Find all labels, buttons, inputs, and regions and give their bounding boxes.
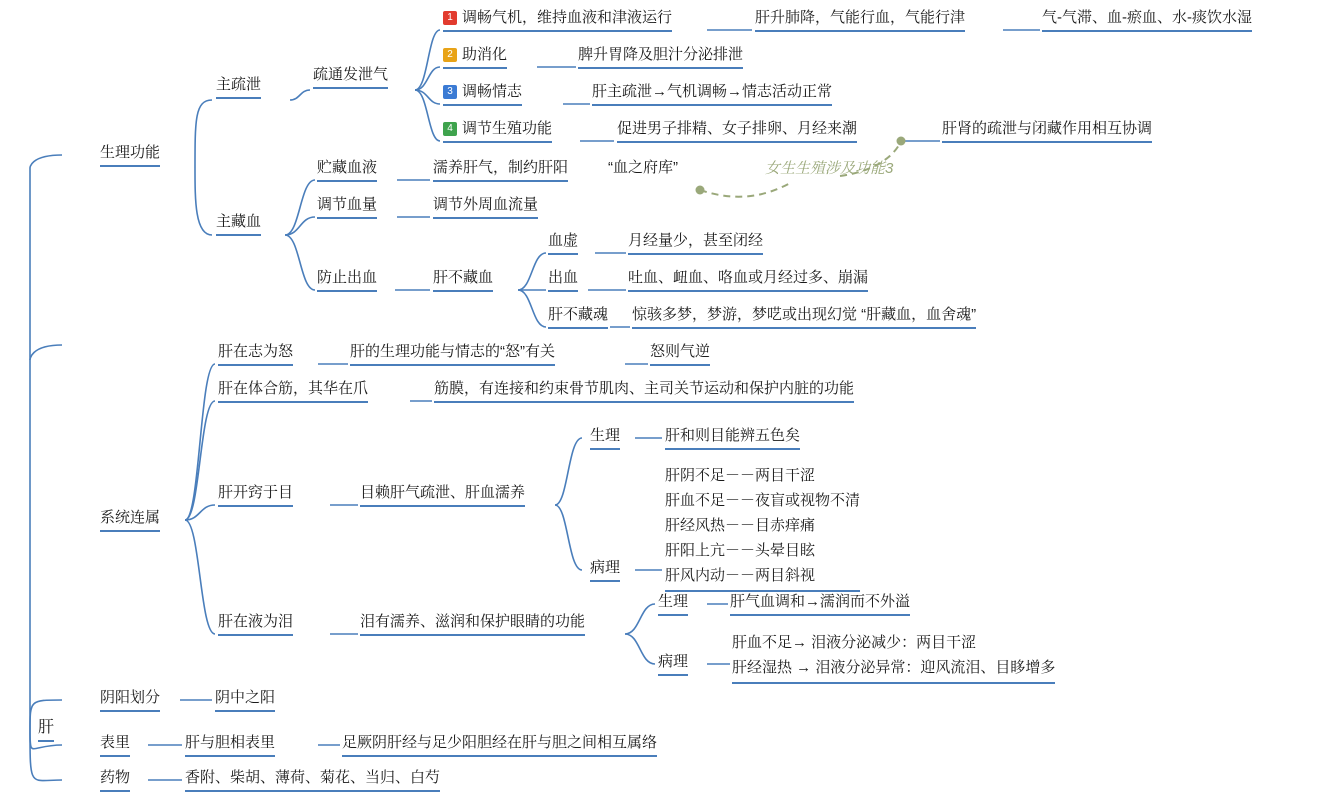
node-regulate-blood-volume-detail[interactable]: [433, 195, 538, 219]
badge-4-icon: 4: [443, 122, 457, 136]
label: 生理功能: [100, 144, 161, 161]
label: 生理: [590, 427, 621, 444]
node-medicine-list[interactable]: [185, 768, 440, 792]
node-orifice-eye-detail[interactable]: [360, 483, 525, 507]
node-tears-physiology-detail[interactable]: [730, 592, 910, 616]
label: 系统连属: [100, 509, 161, 526]
node-liver-not-storing-soul-detail[interactable]: [632, 305, 976, 329]
label: 调节外周血流量: [433, 196, 539, 213]
node-function-1b[interactable]: [755, 8, 965, 32]
node-liver-gallbladder-detail[interactable]: [342, 733, 657, 757]
label: 肝在液为泪: [218, 613, 294, 630]
node-bleeding[interactable]: [548, 268, 578, 292]
eye-pathology-line: 肝阴不足－－两目干涩: [665, 467, 816, 484]
label: 肝开窍于目: [218, 484, 294, 501]
label: 助消化: [462, 46, 508, 63]
label: 吐血、衄血、咯血或月经过多、崩漏: [628, 269, 869, 286]
node-body-tendon-detail[interactable]: [434, 379, 854, 403]
label: 泪有濡养、滋润和保护眼睛的功能: [360, 613, 586, 630]
node-function-4c[interactable]: [942, 119, 1152, 143]
node-yin-yang-division[interactable]: [100, 688, 160, 712]
label: 肝在志为怒: [218, 343, 294, 360]
node-store-blood[interactable]: [317, 158, 377, 182]
label: 肝在体合筋，其华在爪: [218, 380, 369, 397]
note-female-reproduction: [765, 157, 893, 178]
node-blood-deficiency-detail[interactable]: [628, 231, 763, 255]
label: 贮藏血液: [317, 159, 378, 176]
node-yin-within-yang[interactable]: [215, 688, 275, 712]
node-store-blood-detail[interactable]: [433, 158, 568, 182]
eye-pathology-line: 肝风内动－－两目斜视: [665, 567, 816, 584]
node-function-2[interactable]: [443, 45, 507, 69]
label: 惊骇多梦，梦游，梦呓或出现幻觉 “肝藏血，血舍魂”: [632, 306, 977, 323]
label: 肝气血调和→濡润而不外溢: [730, 593, 911, 610]
label: 脾升胃降及胆汁分泌排泄: [578, 46, 744, 63]
node-emotion-anger[interactable]: [218, 342, 293, 366]
tears-pathology-line: 肝经湿热 → 泪液分泌异常：迎风流泪、目眵增多: [732, 659, 1056, 676]
node-tears-physiology-label[interactable]: [658, 592, 688, 616]
label: 防止出血: [317, 269, 378, 286]
label: 香附、柴胡、薄荷、菊花、当归、白芍: [185, 769, 441, 786]
node-main-disperse[interactable]: [216, 75, 261, 99]
node-emotion-anger-detail[interactable]: [350, 342, 555, 366]
label: 怒则气逆: [650, 343, 711, 360]
node-fluid-tears[interactable]: [218, 612, 293, 636]
node-blood-storehouse[interactable]: [608, 158, 678, 180]
node-tears-pathology-label[interactable]: [658, 652, 688, 676]
label: 肝肾的疏泄与闭藏作用相互协调: [942, 120, 1153, 137]
node-blood-deficiency[interactable]: [548, 231, 578, 255]
node-function-3[interactable]: [443, 82, 522, 106]
node-function-1[interactable]: [443, 8, 672, 32]
label: 足厥阴肝经与足少阳胆经在肝与胆之间相互属络: [342, 734, 658, 751]
label: 筋膜，有连接和约束骨节肌肉、主司关节运动和保护内脏的功能: [434, 380, 855, 397]
tears-pathology-line: 肝血不足→ 泪液分泌减少：两目干涩: [732, 634, 977, 651]
label: 病理: [658, 653, 689, 670]
node-orifice-eye[interactable]: [218, 483, 293, 507]
label: 肝不藏魂: [548, 306, 609, 323]
node-liver-gallbladder[interactable]: [185, 733, 275, 757]
label: 肝不藏血: [433, 269, 494, 286]
label: “血之府库”: [608, 159, 678, 176]
node-function-3b[interactable]: [592, 82, 832, 106]
label: 病理: [590, 559, 621, 576]
node-tears-pathology-detail[interactable]: [732, 630, 1055, 684]
label: 调节血量: [317, 196, 378, 213]
label: 出血: [548, 269, 579, 286]
node-exterior-interior[interactable]: [100, 733, 130, 757]
node-eye-physiology-label[interactable]: [590, 426, 620, 450]
node-root-label: 肝: [38, 719, 55, 736]
label: 肝升肺降，气能行血，气能行津: [755, 9, 966, 26]
node-body-tendon[interactable]: [218, 379, 368, 403]
label: 药物: [100, 769, 131, 786]
node-anger-qi-reversal[interactable]: [650, 342, 710, 366]
node-eye-physiology-detail[interactable]: [665, 426, 800, 450]
badge-2-icon: 2: [443, 48, 457, 62]
node-function-1c[interactable]: [1042, 8, 1252, 32]
node-function-4[interactable]: [443, 119, 552, 143]
node-liver-not-storing-soul[interactable]: [548, 305, 608, 329]
node-system-association[interactable]: [100, 508, 160, 532]
label: 濡养肝气，制约肝阳: [433, 159, 569, 176]
label: 疏通发泄气: [313, 66, 389, 83]
label: 主疏泄: [216, 76, 262, 93]
label: 表里: [100, 734, 131, 751]
label: 肝和则目能辨五色矣: [665, 427, 801, 444]
badge-1-icon: 1: [443, 11, 457, 25]
label: 气-气滞、血-瘀血、水-痰饮水湿: [1042, 9, 1252, 26]
node-root[interactable]: [38, 718, 54, 742]
node-physiological-function[interactable]: [100, 143, 160, 167]
node-bleeding-detail[interactable]: [628, 268, 868, 292]
label: 女生生殖涉及功能3: [765, 160, 894, 177]
node-eye-pathology-label[interactable]: [590, 558, 620, 582]
label: 月经量少，甚至闭经: [628, 232, 764, 249]
node-fluid-tears-detail[interactable]: [360, 612, 585, 636]
eye-pathology-line: 肝阳上亢－－头晕目眩: [665, 542, 816, 559]
node-regulate-blood-volume[interactable]: [317, 195, 377, 219]
label: 调畅情志: [462, 83, 523, 100]
node-prevent-bleeding[interactable]: [317, 268, 377, 292]
node-main-store-blood[interactable]: [216, 212, 261, 236]
label: 阴中之阳: [215, 689, 276, 706]
node-function-4b[interactable]: [617, 119, 857, 143]
badge-3-icon: 3: [443, 85, 457, 99]
label: 促进男子排精、女子排卵、月经来潮: [617, 120, 858, 137]
label: 调节生殖功能: [462, 120, 553, 137]
label: 调畅气机，维持血液和津液运行: [462, 9, 673, 26]
eye-pathology-line: 肝血不足－－夜盲或视物不清: [665, 492, 861, 509]
label: 血虚: [548, 232, 579, 249]
label: 肝主疏泄→气机调畅→情志活动正常: [592, 83, 833, 100]
label: 阴阳划分: [100, 689, 161, 706]
node-disperse-vent-qi[interactable]: [313, 65, 388, 89]
node-liver-not-storing-blood[interactable]: [433, 268, 493, 292]
label: 肝与胆相表里: [185, 734, 276, 751]
label: 主藏血: [216, 213, 262, 230]
label: 肝的生理功能与情志的“怒”有关: [350, 343, 555, 360]
node-function-2b[interactable]: [578, 45, 743, 69]
label: 生理: [658, 593, 689, 610]
label: 目赖肝气疏泄、肝血濡养: [360, 484, 526, 501]
node-medicines[interactable]: [100, 768, 130, 792]
eye-pathology-line: 肝经风热－－目赤痒痛: [665, 517, 816, 534]
node-eye-pathology-detail[interactable]: [665, 463, 860, 592]
